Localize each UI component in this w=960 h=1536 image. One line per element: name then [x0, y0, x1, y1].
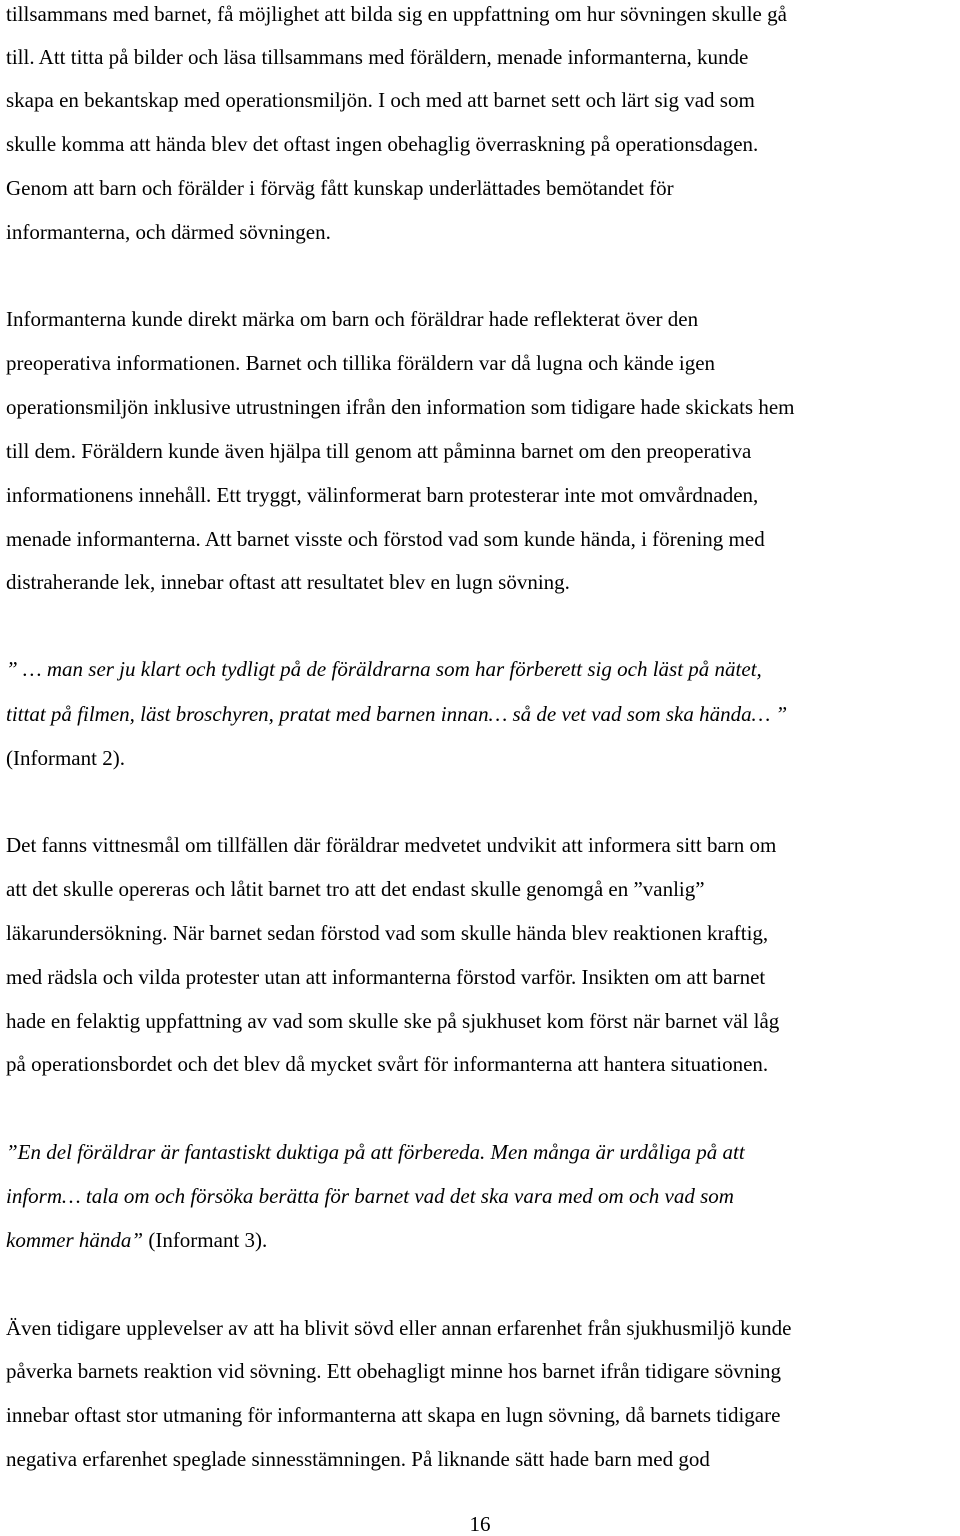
paragraph-1-line-3: skapa en bekantskap med operationsmiljön. I och med att barnet sett och lärt sig vad som: [6, 88, 755, 112]
quote-2-line-1: ”En del föräldrar är fantastiskt duktiga på att förbereda. Men många är urdåliga på att: [6, 1140, 745, 1164]
quote-2-line-2: inform… tala om och försöka berätta för barnet vad det ska vara med om och vad som: [6, 1184, 734, 1208]
paragraph-2-line-2: preoperativa informationen. Barnet och tillika föräldern var då lugna och kände igen: [6, 351, 716, 375]
paragraph-3-line-3: läkarundersökning. När barnet sedan förstod vad som skulle hända blev reaktionen kraftig,: [6, 921, 769, 945]
paragraph-2-line-4: till dem. Föräldern kunde även hjälpa till genom att påminna barnet om den preoperativa: [6, 439, 752, 463]
quote-1-line-1: ” … man ser ju klart och tydligt på de föräldrarna som har förberett sig och läst på nätet,: [6, 657, 762, 681]
paragraph-3-line-2: att det skulle opereras och låtit barnet tro att det endast skulle genomgå en ”vanlig”: [6, 877, 705, 901]
quote-2-line-3-italic: kommer hända”: [6, 1228, 144, 1252]
paragraph-3-line-4: med rädsla och vilda protester utan att informanterna förstod varför. Insikten om att barnet: [6, 965, 766, 989]
paragraph-1-line-1: tillsammans med barnet, få möjlighet att bilda sig en uppfattning om hur sövningen skulle gå: [6, 2, 787, 26]
paragraph-2-line-7: distraherande lek, innebar oftast att resultatet blev en lugn sövning.: [6, 570, 570, 594]
paragraph-4-line-1: Även tidigare upplevelser av att ha blivit sövd eller annan erfarenhet från sjukhusmiljö kunde: [6, 1316, 792, 1340]
paragraph-2-line-1: Informanterna kunde direkt märka om barn och föräldrar hade reflekterat över den: [6, 307, 699, 331]
paragraph-3-line-6: på operationsbordet och det blev då mycket svårt för informanterna att hantera situationen.: [6, 1052, 769, 1076]
paragraph-1-line-4: skulle komma att hända blev det oftast ingen obehaglig överraskning på operationsdagen.: [6, 132, 759, 156]
paragraph-4-line-3: innebar oftast stor utmaning för informanterna att skapa en lugn sövning, då barnets tidigare: [6, 1403, 781, 1427]
paragraph-2-line-3: operationsmiljön inklusive utrustningen ifrån den information som tidigare hade skickats hem: [6, 395, 795, 419]
quote-1-citation: (Informant 2).: [6, 746, 125, 770]
paragraph-1-line-5: Genom att barn och förälder i förväg fått kunskap underlättades bemötandet för: [6, 176, 674, 200]
paragraph-4-line-2: påverka barnets reaktion vid sövning. Ett obehagligt minne hos barnet ifrån tidigare sövning: [6, 1359, 782, 1383]
paragraph-2-line-6: menade informanterna. Att barnet visste och förstod vad som kunde hända, i förening med: [6, 527, 765, 551]
quote-2-line-3: [6, 1228, 267, 1252]
page-number: 16: [469, 1512, 491, 1536]
quote-2-citation: (Informant 3).: [143, 1228, 268, 1252]
paragraph-3-line-1: Det fanns vittnesmål om tillfällen där föräldrar medvetet undvikit att informera sitt barn om: [6, 833, 777, 857]
paragraph-4-line-4: negativa erfarenhet speglade sinnesstämningen. På liknande sätt hade barn med god: [6, 1447, 710, 1471]
paragraph-3-line-5: hade en felaktig uppfattning av vad som skulle ske på sjukhuset kom först när barnet väl låg: [6, 1009, 780, 1033]
paragraph-1-line-2: till. Att titta på bilder och läsa tillsammans med föräldern, menade informanterna, kunde: [6, 45, 749, 69]
paragraph-1-line-6: informanterna, och därmed sövningen.: [6, 220, 331, 244]
quote-1-line-2: tittat på filmen, läst broschyren, pratat med barnen innan… så de vet vad som ska hända… ”: [6, 702, 788, 726]
paragraph-2-line-5: informationens innehåll. Ett tryggt, välinformerat barn protesterar inte mot omvårdnaden,: [6, 483, 759, 507]
